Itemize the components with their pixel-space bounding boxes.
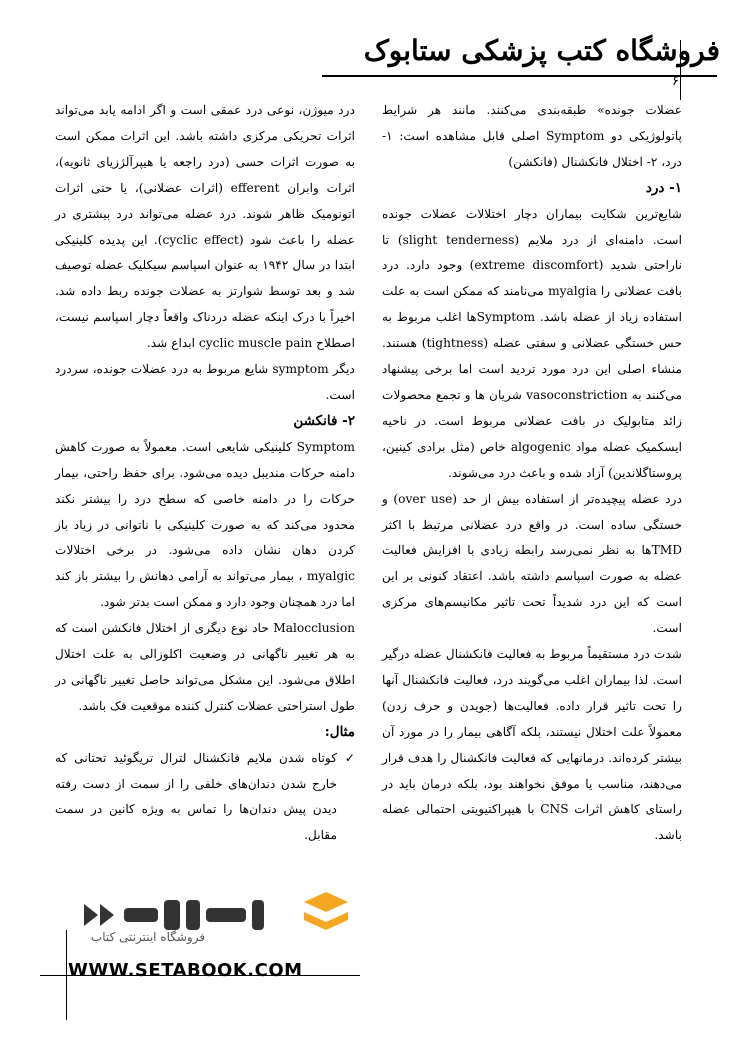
paragraph: دیگر symptom شایع مربوط به درد عضلات جونده، سردرد است.	[55, 362, 355, 402]
paragraph: Malocclusion حاد نوع دیگری از اختلال فانکشن است که به هر تغییر ناگهانی در وضعیت اکلوزالی به علت اختلال اطلاق می‌شود. این مشکل می‌تواند حاصل تغییر ناگهانی در طول استراحتی عضلات کنترل کننده موقعیت فک باشد.	[55, 621, 355, 713]
page-number: ۶	[672, 74, 679, 89]
paragraph: عضلات جونده» طبقه‌بندی می‌کنند. مانند هر شرایط پاتولوژیکی دو Symptom اصلی قابل مشاهده است: ۱- درد، ۲- اختلال فانکشنال (فانکشن)	[382, 103, 682, 169]
paragraph: Symptom کلینیکی شایعی است. معمولاً به صورت کاهش دامنه حرکات مندیبل دیده می‌شود. برای حفظ راحتی، بیمار حرکات را در دامنه خاصی که سطح درد را بیشتر نکند محدود می‌کند که به صورت کلینیکی با ناتوانی در زیاد باز کردن دهان نشان داده می‌شود. در برخی اختلالات myalgic ، بیمار می‌تواند به آرامی دهانش را بیشتر باز کند اما درد همچنان وجود دارد و ممکن است بدتر شود.	[55, 439, 355, 610]
logo-wordmark	[84, 900, 264, 930]
example-bullet	[55, 746, 355, 850]
section-heading-function: ۲- فانکشن	[293, 412, 355, 429]
paragraph: درد میوژن، نوعی درد عمقی است و اگر ادامه یابد می‌تواند اثرات تحریکی مرکزی داشته باشد. این اثرات ممکن است به صورت اثرات حسی (درد راجعه یا هیپرآلژزیای ثانویه)، اثرات وابران efferent (اثرات عضلانی)، یا حتی اثرات اتونومیک ظاهر شوند. درد عضله می‌تواند درد بیشتری در عضله را باعث شود (cyclic effect). این پدیده کلینیکی ابتدا در سال ۱۹۴۲ به عنوان اسپاسم سیکلیک عضله توصیف شد و بعد توسط شوارتز به عضلات جونده ربط داده شد. اخیراً با درک اینکه عضله دردناک واقعاً دچار اسپاسم نیست، اصطلاح cyclic muscle pain ابداع شد.	[55, 103, 355, 351]
right-text-column	[382, 98, 682, 849]
logo-mark-icon	[304, 892, 348, 930]
page-header-title: فروشگاه کتب پزشکی ستابوک	[363, 34, 720, 67]
paragraph: شدت درد مستقیماً مربوط به فعالیت فانکشنال عضله درگیر است. لذا بیماران اغلب می‌گویند درد، فعالیت فانکشنال آنها را تحت تاثیر قرار داده. فعالیت‌ها (جویدن و حرف زدن) معمولاً علت اختلال نیستند، بلکه آگاهی بیمار را در مورد آن بیشتر کرده‌اند. درمانهایی که فعالیت فانکشنال را هدف قرار می‌دهند، مناسب یا موفق نخواهند بود، بلکه درمان باید در راستای کاهش اثرات CNS با هیپراکتیویتی احتمالی عضله باشد.	[382, 647, 682, 843]
paragraph: شایع‌ترین شکایت بیماران دچار اختلالات عضلات جونده است. دامنه‌ای از درد ملایم (slight tenderness) تا ناراحتی شدید (extreme discomfort) وجود دارد. درد بافت عضلانی را myalgia می‌نامند که ممکن است به علت استفاده زیاد از عضله باشد. Symptomها اغلب مربوط به حس خستگی عضلانی و سفتی عضله (tightness) هستند. منشاء اصلی این درد مورد تردید است اما برخی پیشنهاد می‌کنند به vasoconstriction شریان ها و تجمع محصولات زائد متابولیک در بافت عضلانی مربوط است. در ناحیه ایسکمیک عضله مواد algogenic خاص (مثل برادی کینین، پروستاگلاندین) آزاد شده و باعث درد می‌شوند.	[382, 206, 683, 480]
checkmark-icon: ✓	[344, 750, 355, 765]
paragraph: درد عضله پیچیده‌تر از استفاده بیش از حد (over use) و خستگی ساده است. در واقع درد عضلانی مرتبط با اکثر TMDها به نظر نمی‌رسد رابطه زیادی با افزایش فعالیت عضله به صورت اسپاسم داشته باشد. اعتقاد کنونی بر این است که این درد شدیداً تحت تاثیر مکانیسم‌های مرکزی است.	[382, 491, 682, 636]
bullet-text: کوتاه شدن ملایم فانکشنال لترال تریگوئید تحتانی که خارج شدن دندان‌های خلفی را از سمت از دست رفته دیدن پیش دندان‌ها را تماس به ویژه کانین در سمت مقابل.	[55, 750, 337, 843]
example-heading: مثال:	[324, 723, 355, 740]
website-url: WWW.SETABOOK.COM	[68, 960, 303, 981]
left-text-column	[55, 98, 355, 849]
header-underline	[322, 75, 717, 77]
section-heading-pain: ۱- درد	[645, 179, 682, 196]
logo-tagline: فروشگاه اینترنتی کتاب	[90, 930, 206, 944]
